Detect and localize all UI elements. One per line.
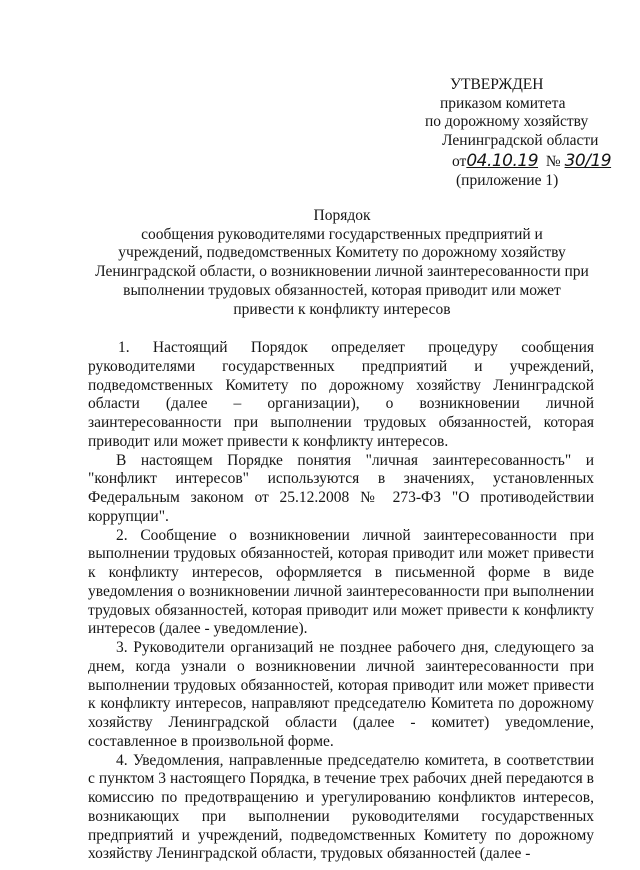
document-body xyxy=(88,339,594,864)
paragraph-3: 3. Руководители организаций не позднее рабочего дня, следующего за днем, когда узнали о возникновении личной заинтересованности при выполнении трудовых обязанностей, которая приводит или может привести к конфликту интересов, направляют председателю Комитета по дорожному хозяйству Ленинградской области (далее - комитет) уведомление, составленное в произвольной форме. xyxy=(88,639,594,750)
handwritten-date: 04.10.19 xyxy=(466,151,539,171)
title-line-5: привести к конфликту интересов xyxy=(233,300,451,318)
approval-line-2: по дорожному хозяйству xyxy=(425,113,589,130)
title-line-3: Ленинградской области, о возникновении личной заинтересованности при xyxy=(95,263,589,281)
title-line-4: выполнении трудовых обязанностей, которая приводит или может xyxy=(123,281,561,299)
title-line-1: сообщения руководителями государственных предприятий и xyxy=(141,225,543,243)
paragraph-4: 4. Уведомления, направленные председателю комитета, в соответствии с пунктом 3 настоящего Порядка, в течение трех рабочих дней передаются в комиссию по предотвращению и урегулированию конфликтов интересов, возникающих при выполнении руководителями государственных предприятий и учреждений, подведомственных Комитету по дорожному хозяйству Ленинградской области, трудовых обязанностей (далее - xyxy=(88,751,594,863)
approval-heading: УТВЕРЖДЕН xyxy=(450,76,544,93)
title-word: Порядок xyxy=(313,207,371,224)
paragraph-definitions: В настоящем Порядке понятия "личная заинтересованность" и "конфликт интересов" используются в значениях, установленных Федеральным законом от 25.12.2008 № 273-ФЗ "О противодействии коррупции". xyxy=(88,451,594,525)
approval-line-3: Ленинградской области xyxy=(442,131,599,149)
approval-appendix: (приложение 1) xyxy=(456,171,559,189)
paragraph-2: 2. Сообщение о возникновении личной заинтересованности при выполнении трудовых обязанностей, которая приводит или может привести к конфликту интересов, оформляется в письменной форме в виде уведомления о возникновении личной заинтересованности при выполнении трудовых обязанностей, которая приводит или может привести к конфликту интересов (далее - уведомление). xyxy=(88,526,594,638)
document-title xyxy=(92,207,592,319)
approval-stamp xyxy=(420,76,620,190)
number-prefix: № xyxy=(545,153,561,170)
approval-line-1: приказом комитета xyxy=(440,94,566,112)
title-line-2: учреждений, подведомственных Комитету по дорожному хозяйству xyxy=(118,244,566,262)
date-prefix: от xyxy=(452,153,467,170)
handwritten-number: 30/19 xyxy=(564,151,612,171)
paragraph-1: 1. Настоящий Порядок определяет процедуру сообщения руководителями государственных предприятий и учреждений, подведомственных Комитету по дорожному хозяйству Ленинградской области (далее – организации), о возникновении личной заинтересованности при выполнении трудовых обязанностей, которая приводит или может привести к конфликту интересов. xyxy=(88,339,594,450)
approval-date-line xyxy=(420,152,620,172)
